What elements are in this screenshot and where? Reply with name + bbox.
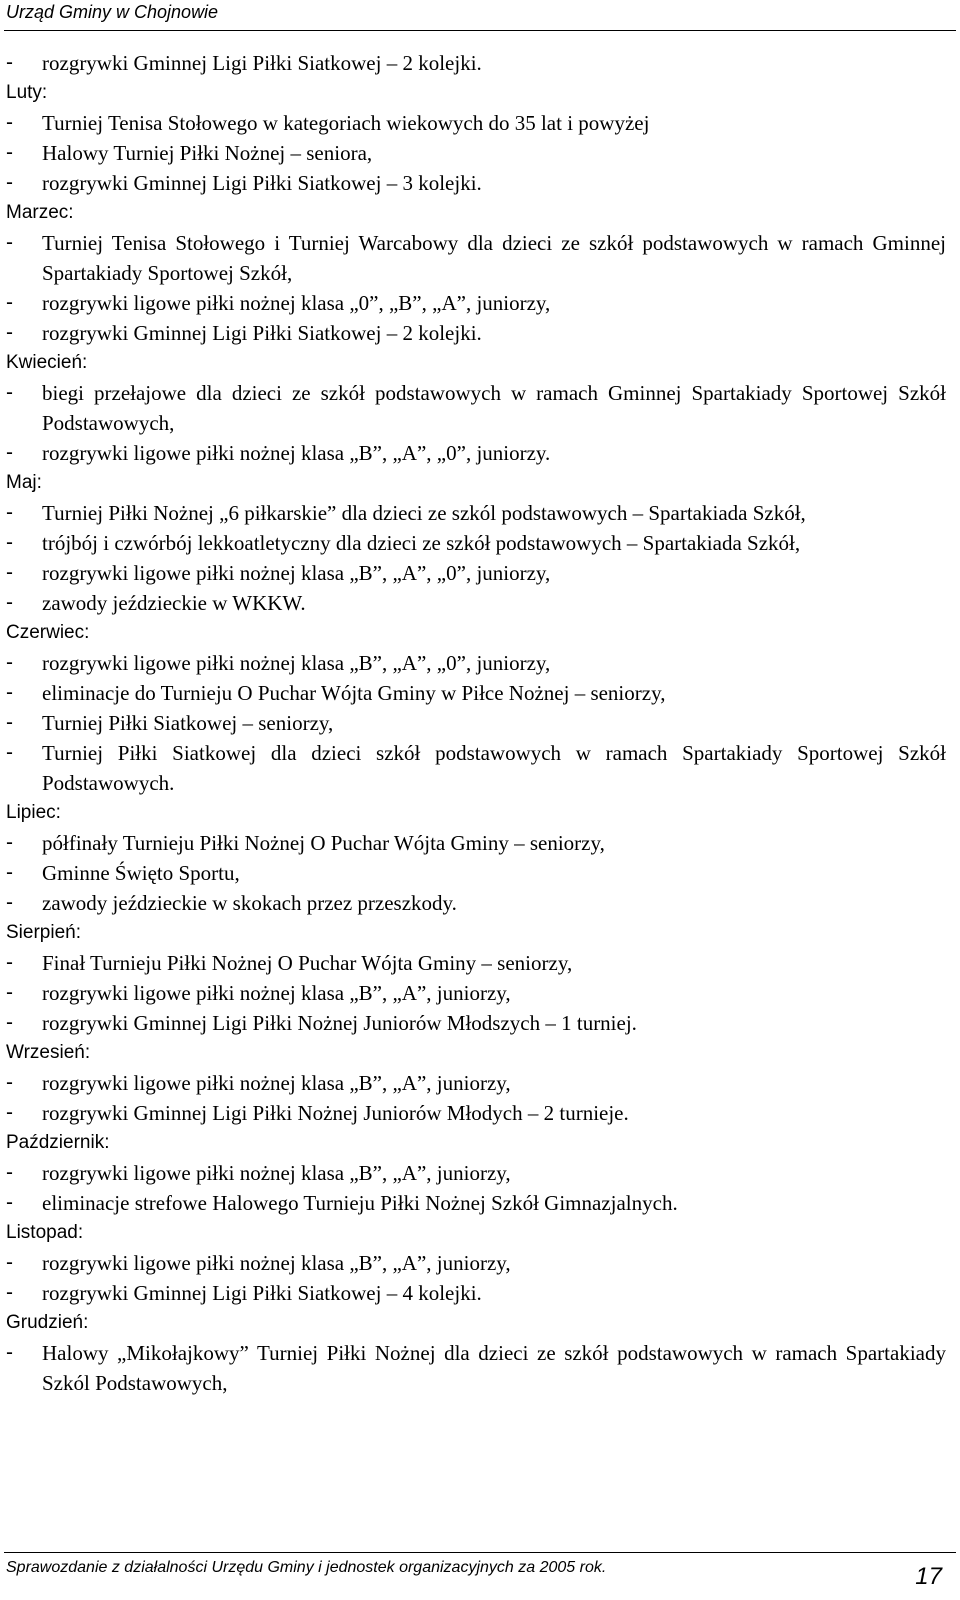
list-item-text: Turniej Tenisa Stołowego w kategoriach wiekowych do 35 lat i powyżej <box>42 111 650 135</box>
list-item-text: rozgrywki Gminnej Ligi Piłki Siatkowej – 3 kolejki. <box>42 171 482 195</box>
bullet-dash: - <box>6 171 13 194</box>
list-item-text: biegi przełajowe dla dzieci ze szkół podstawowych w ramach Gminnej Spartakiady Sportowej Szkół Podstawowych, <box>42 381 946 435</box>
bullet-dash: - <box>6 1281 13 1304</box>
month-section <box>6 348 946 468</box>
list-item <box>6 1338 946 1398</box>
list-item-text: zawody jeździeckie w WKKW. <box>42 591 306 615</box>
list-item <box>6 828 946 858</box>
list-item <box>6 168 946 198</box>
list-item-text: rozgrywki ligowe piłki nożnej klasa „B”, „A”, juniorzy, <box>42 1251 511 1275</box>
list-item <box>6 588 946 618</box>
month-heading: Wrzesień: <box>6 1042 91 1063</box>
bullet-dash: - <box>6 1251 13 1274</box>
list-item <box>6 318 946 348</box>
month-heading: Lipiec: <box>6 802 61 823</box>
list-item <box>6 678 946 708</box>
list-item-text: Turniej Piłki Siatkowej dla dzieci szkół podstawowych w ramach Spartakiady Sportowej Szkół Podstawowych. <box>42 741 946 795</box>
bullet-dash: - <box>6 51 13 74</box>
month-heading: Grudzień: <box>6 1312 89 1333</box>
bullet-dash: - <box>6 1341 13 1364</box>
month-heading: Sierpień: <box>6 922 81 943</box>
bullet-dash: - <box>6 1191 13 1214</box>
month-heading: Maj: <box>6 472 42 493</box>
list-item <box>6 1188 946 1218</box>
list-item-text: półfinały Turnieju Piłki Nożnej O Puchar Wójta Gminy – seniorzy, <box>42 831 605 855</box>
list-item <box>6 1158 946 1188</box>
list-item-text: Halowy „Mikołajkowy” Turniej Piłki Nożnej dla dzieci ze szkół podstawowych w ramach Spartakiady Szkól Podstawowych, <box>42 1341 946 1395</box>
month-section <box>6 1128 946 1218</box>
list-item-text: eliminacje strefowe Halowego Turnieju Piłki Nożnej Szkół Gimnazjalnych. <box>42 1191 678 1215</box>
list-item <box>6 1008 946 1038</box>
list-item-text: Turniej Tenisa Stołowego i Turniej Warcabowy dla dzieci ze szkół podstawowych w ramach Gminnej Spartakiady Sportowej Szkół, <box>42 231 946 285</box>
month-section <box>6 1038 946 1128</box>
page-header: Urząd Gminy w Chojnowie <box>6 2 219 22</box>
bullet-dash: - <box>6 891 13 914</box>
month-section <box>6 1308 946 1398</box>
month-heading: Czerwiec: <box>6 622 90 643</box>
list-item <box>6 1098 946 1128</box>
bullet-dash: - <box>6 111 13 134</box>
document-body <box>6 48 946 1398</box>
bullet-dash: - <box>6 141 13 164</box>
bullet-dash: - <box>6 561 13 584</box>
list-item-text: Gminne Święto Sportu, <box>42 861 240 885</box>
list-item-text: rozgrywki Gminnej Ligi Piłki Siatkowej – 2 kolejki. <box>42 51 482 75</box>
list-item <box>6 708 946 738</box>
bullet-dash: - <box>6 1101 13 1124</box>
list-item <box>6 858 946 888</box>
list-item <box>6 288 946 318</box>
list-item-text: rozgrywki Gminnej Ligi Piłki Nożnej Juniorów Młodszych – 1 turniej. <box>42 1011 637 1035</box>
month-section <box>6 468 946 618</box>
bullet-dash: - <box>6 981 13 1004</box>
list-item-text: trójbój i czwórbój lekkoatletyczny dla dzieci ze szkół podstawowych – Spartakiada Szkół, <box>42 531 801 555</box>
list-item-text: Turniej Piłki Siatkowej – seniorzy, <box>42 711 334 735</box>
list-item <box>6 738 946 798</box>
list-item <box>6 138 946 168</box>
list-item <box>6 108 946 138</box>
list-item-text: rozgrywki ligowe piłki nożnej klasa „B”, „A”, juniorzy, <box>42 1161 511 1185</box>
list-item-text: rozgrywki Gminnej Ligi Piłki Nożnej Juniorów Młodych – 2 turnieje. <box>42 1101 629 1125</box>
list-item <box>6 1248 946 1278</box>
header-divider <box>4 30 956 31</box>
bullet-dash: - <box>6 501 13 524</box>
month-section <box>6 78 946 198</box>
bullet-dash: - <box>6 321 13 344</box>
list-item-text: Finał Turnieju Piłki Nożnej O Puchar Wójta Gminy – seniorzy, <box>42 951 573 975</box>
bullet-dash: - <box>6 741 13 764</box>
list-item-text: eliminacje do Turnieju O Puchar Wójta Gminy w Piłce Nożnej – seniorzy, <box>42 681 666 705</box>
bullet-dash: - <box>6 951 13 974</box>
month-heading: Listopad: <box>6 1222 84 1243</box>
month-heading: Kwiecień: <box>6 352 88 373</box>
month-section <box>6 1218 946 1308</box>
bullet-dash: - <box>6 441 13 464</box>
list-item-text: zawody jeździeckie w skokach przez przeszkody. <box>42 891 457 915</box>
list-item <box>6 1278 946 1308</box>
bullet-dash: - <box>6 831 13 854</box>
bullet-dash: - <box>6 711 13 734</box>
list-item <box>6 888 946 918</box>
bullet-dash: - <box>6 861 13 884</box>
list-item-text: rozgrywki ligowe piłki nożnej klasa „B”, „A”, „0”, juniorzy. <box>42 441 551 465</box>
list-item-text: rozgrywki Gminnej Ligi Piłki Siatkowej – 4 kolejki. <box>42 1281 482 1305</box>
list-item <box>6 528 946 558</box>
list-item <box>6 978 946 1008</box>
month-section <box>6 48 946 78</box>
month-heading: Październik: <box>6 1132 110 1153</box>
month-heading: Marzec: <box>6 202 74 223</box>
bullet-dash: - <box>6 1161 13 1184</box>
list-item-text: rozgrywki ligowe piłki nożnej klasa „B”, „A”, juniorzy, <box>42 981 511 1005</box>
bullet-dash: - <box>6 1071 13 1094</box>
list-item <box>6 1068 946 1098</box>
list-item-text: rozgrywki ligowe piłki nożnej klasa „B”, „A”, „0”, juniorzy, <box>42 561 551 585</box>
list-item-text: rozgrywki ligowe piłki nożnej klasa „B”, „A”, „0”, juniorzy, <box>42 651 551 675</box>
bullet-dash: - <box>6 381 13 404</box>
list-item-text: rozgrywki ligowe piłki nożnej klasa „B”, „A”, juniorzy, <box>42 1071 511 1095</box>
bullet-dash: - <box>6 531 13 554</box>
bullet-dash: - <box>6 231 13 254</box>
footer-text: Sprawozdanie z działalności Urzędu Gminy i jednostek organizacyjnych za 2005 rok. <box>6 1559 607 1576</box>
month-section <box>6 618 946 798</box>
list-item-text: rozgrywki ligowe piłki nożnej klasa „0”, „B”, „A”, juniorzy, <box>42 291 551 315</box>
list-item-text: Halowy Turniej Piłki Nożnej – seniora, <box>42 141 373 165</box>
list-item <box>6 438 946 468</box>
list-item <box>6 648 946 678</box>
list-item-text: Turniej Piłki Nożnej „6 piłkarskie” dla dzieci ze szkól podstawowych – Spartakiada Szkół, <box>42 501 806 525</box>
bullet-dash: - <box>6 591 13 614</box>
month-section <box>6 918 946 1038</box>
bullet-dash: - <box>6 291 13 314</box>
list-item <box>6 498 946 528</box>
footer-divider <box>4 1552 956 1553</box>
bullet-dash: - <box>6 681 13 704</box>
list-item <box>6 48 946 78</box>
month-section <box>6 798 946 918</box>
page-number: 17 <box>915 1563 942 1590</box>
bullet-dash: - <box>6 1011 13 1034</box>
bullet-dash: - <box>6 651 13 674</box>
month-section <box>6 198 946 348</box>
list-item <box>6 228 946 288</box>
list-item <box>6 948 946 978</box>
list-item-text: rozgrywki Gminnej Ligi Piłki Siatkowej – 2 kolejki. <box>42 321 482 345</box>
month-heading: Luty: <box>6 82 48 103</box>
list-item <box>6 378 946 438</box>
list-item <box>6 558 946 588</box>
